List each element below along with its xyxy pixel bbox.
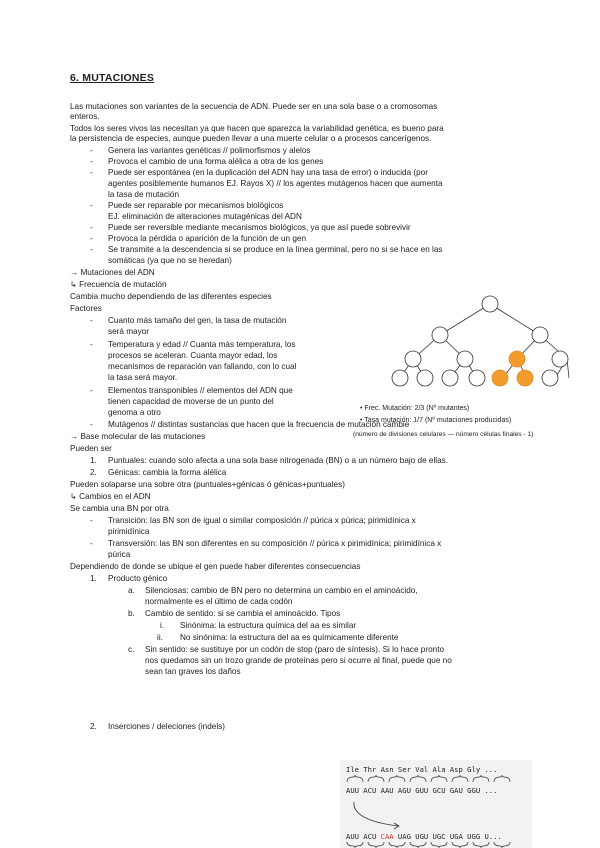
- factor-item-cont: procesos se aceleran. Cuanta mayor edad, los: [108, 351, 278, 360]
- factor-item: - Cuanto más tamaño del gen, la tasa de mutación: [108, 316, 286, 326]
- list-letter: b.: [128, 609, 135, 618]
- bullet-item: - Provoca el cambio de una forma alélica a otra de los genes: [108, 157, 323, 167]
- tree-node: [482, 296, 498, 312]
- codon-row-mutated-start: AUU ACU: [346, 832, 381, 841]
- pueden-ser: Pueden ser: [70, 444, 112, 453]
- solapar-text: Pueden solaparse una sobre otra (puntuales+génicas ó génicas+puntuales): [70, 480, 345, 489]
- intro-line-1: Las mutaciones son variantes de la secuencia de ADN. Puede ser en una sola base o a cromosomas: [70, 102, 438, 111]
- bullet-item: - Genera las variantes genéticas // polimorfismos y alelos: [108, 146, 311, 156]
- tree-node: [457, 351, 473, 367]
- codon-row-mutated: [346, 832, 502, 842]
- sinsentido-line-2: nos quedamos sin un trozo grande de proteínas pero si ocurre al final, puede que no: [145, 656, 452, 665]
- section-mutaciones-adn: → Mutaciones del ADN: [70, 268, 155, 277]
- tree-caption-freq: • Frec. Mutación: 2/3 (Nº mutantes): [360, 405, 470, 412]
- producto-genico: Producto génico: [108, 574, 168, 583]
- bullet-item: - Puede ser reversible mediante mecanismos biológicos, ya que así puede sobrevivir: [108, 223, 411, 233]
- codon-frameshift-figure: [340, 760, 532, 848]
- tree-node: [552, 351, 568, 367]
- dependiendo-text: Dependiendo de donde se ubique el gen puede haber diferentes consecuencias: [70, 562, 361, 571]
- tree-node: [405, 351, 421, 367]
- list-letter: c.: [128, 645, 135, 654]
- no-sinonima: No sinónima: la estructura del aa es químicamente diferente: [180, 633, 399, 642]
- brace-row-2: [346, 842, 526, 848]
- factor-item-cont: será mayor: [108, 327, 149, 336]
- intro-line-2: enteros.: [70, 112, 100, 121]
- tree-node: [542, 370, 558, 386]
- tree-node: [469, 370, 485, 386]
- tree-node: [509, 351, 525, 367]
- cambia-text: Cambia mucho dependiendo de las diferentes especies: [70, 292, 272, 301]
- tree-caption-tasa: • Tasa mutación: 1/7 (Nº mutaciones producidas): [360, 417, 512, 424]
- tree-node: [432, 327, 448, 343]
- insertion-arrow: [350, 800, 410, 830]
- sinonima: Sinónima: la estructura química del aa es similar: [180, 621, 357, 630]
- type-number: 1.: [90, 456, 97, 465]
- bullet-item: - Se transmite a la descendencia si se produce en la línea germinal, pero no si se hace en las: [108, 245, 443, 255]
- bullet-item-cont: somáticas (ya que no se heredan): [108, 256, 232, 265]
- tree-node: [492, 370, 508, 386]
- section-frecuencia: ↳ Frecuencia de mutación: [70, 280, 167, 289]
- bullet-item: - Provoca la pérdida o aparición de la función de un gen: [108, 234, 306, 244]
- tree-node: [517, 370, 533, 386]
- change-item: - Transición: las BN son de igual o similar composición // púrica x púrica; pirimidínica x: [108, 516, 416, 526]
- amino-acid-row: Ile Thr Asn Ser Val Ala Asp Gly ...: [346, 765, 498, 774]
- bullet-item-cont: agentes posiblemente humanos EJ. Rayos X) // los agentes mutágenos hacen que aumenta: [108, 179, 443, 188]
- silenciosas-line-2: normalmente es el último de cada codón: [145, 597, 293, 606]
- factor-item: - Temperatura y edad // Cuanta más temperatura, los: [108, 340, 296, 350]
- bullet-item: - Puede ser reparable por mecanismos biológicos: [108, 201, 283, 211]
- page-title: 6. MUTACIONES: [70, 72, 155, 84]
- factor-item-cont: tienen capacidad de moverse de un punto del: [108, 397, 274, 406]
- intro-line-3: Todos los seres vivos las necesitan ya que hacen que aparezca la variabilidad genética, es bueno para: [70, 124, 444, 133]
- bullet-item-cont: EJ. eliminación de alteraciones mutagénicas del ADN: [108, 212, 302, 221]
- list-roman: i.: [160, 621, 165, 630]
- type-number: 2.: [90, 468, 97, 477]
- codon-row-mutated-end: UAG UGU UGC UGA UGG U...: [393, 832, 502, 841]
- silenciosas-line-1: Silenciosas: cambio de BN pero no determina un cambio en el aminoácido,: [145, 586, 418, 595]
- tree-node: [442, 370, 458, 386]
- tree-node: [532, 327, 548, 343]
- sinsentido-line-3: sean tan graves los daños: [145, 667, 241, 676]
- bullet-item: - Puede ser espontánea (en la duplicación del ADN hay una tasa de error) o inducida (por: [108, 168, 428, 178]
- factor-item-cont: genoma a otro: [108, 408, 161, 417]
- change-item-cont: pirimidínica: [108, 527, 150, 536]
- section-cambios: ↳ Cambios en el ADN: [70, 492, 151, 501]
- type-genicas: Génicas: cambia la forma alélica: [108, 468, 227, 477]
- se-cambia: Se cambia una BN por otra: [70, 504, 169, 513]
- section-base-molecular: → Base molecular de las mutaciones: [70, 432, 206, 441]
- indels-label: Inserciones / deleciones (indels): [108, 722, 225, 731]
- list-letter: a.: [128, 586, 135, 595]
- cell-division-tree-figure: [345, 290, 570, 445]
- brace-row-1: [346, 775, 526, 783]
- factor-item-cont: la tasa será mayor.: [108, 373, 178, 382]
- factor-item-cont: mecanismos de reparación van fallando, con lo cual: [108, 362, 297, 371]
- factor-item: - Elementos transponibles // elementos del ADN que: [108, 386, 293, 396]
- cambio-sentido: Cambio de sentido: si se cambia el aminoácido. Tipos: [145, 609, 341, 618]
- list-roman: ii.: [157, 633, 163, 642]
- change-item: - Transversión: las BN son diferentes en su composición // púrica x pirimidínica; pirimidínica x: [108, 539, 441, 549]
- list-number: 1.: [90, 574, 97, 583]
- factores-label: Factores: [70, 304, 102, 313]
- codon-row-original: AUU ACU AAU AGU GUU GCU GAU GGU ...: [346, 786, 498, 795]
- change-item-cont: púrica: [108, 550, 131, 559]
- tree-caption-formula: (número de divisiones celulares — número células finales - 1): [353, 431, 534, 438]
- factor-item: - Mutágenos // distintas sustancias que hacen que la frecuencia de mutación cambie: [108, 420, 409, 430]
- type-puntuales: Puntuales: cuando solo afecta a una sola base nitrogenada (BN) o a un número bajo de ellas.: [108, 456, 449, 465]
- sinsentido-line-1: Sin sentido: se sustituye por un codón de stop (paro de síntesis). Si lo hace pronto: [145, 645, 445, 654]
- list-number: 2.: [90, 722, 97, 731]
- tree-node: [417, 370, 433, 386]
- tree-node: [392, 370, 408, 386]
- intro-line-4: la persistencia de especies, aunque pueden llevar a una muerte celular o a procesos cancerígenos.: [70, 134, 432, 143]
- inserted-codon: CAA: [380, 832, 394, 841]
- bullet-item-cont: la tasa de mutación: [108, 190, 180, 199]
